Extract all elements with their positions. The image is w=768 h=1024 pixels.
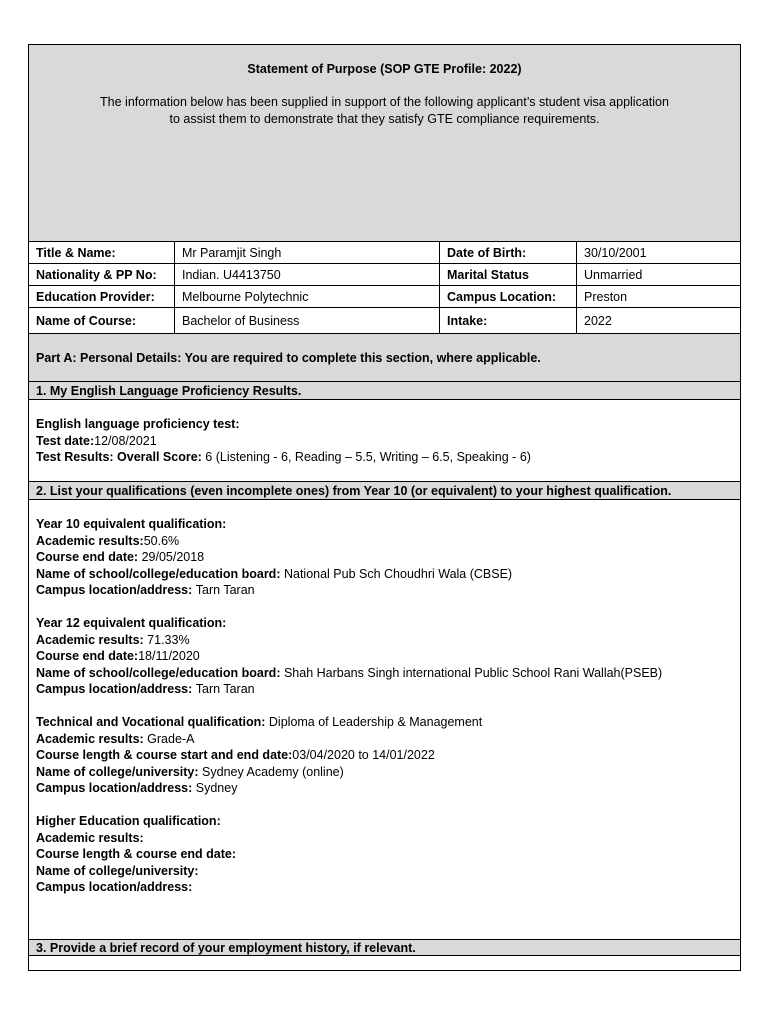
- details-row-name: [29, 241, 740, 263]
- test-results-line: Test Results: Overall Score: 6 (Listening - 6, Reading – 5.5, Writing – 6.5, Speaking - 6): [36, 450, 531, 464]
- tech-title-line: Technical and Vocational qualification: Diploma of Leadership & Management: [36, 715, 483, 729]
- details-row-course: [29, 307, 740, 333]
- section1-heading: 1. My English Language Proficiency Results.: [36, 383, 302, 398]
- y12-results-line: Academic results: 71.33%: [36, 632, 190, 647]
- tech-campus-line: Campus location/address: Sydney: [36, 781, 238, 795]
- section1-body: [29, 399, 740, 481]
- nationality-value: Indian. U4413750: [174, 264, 439, 285]
- y10-results-line: Academic results:50.6%: [36, 533, 180, 548]
- y10-board-value: National Pub Sch Choudhri Wala (CBSE): [283, 566, 513, 581]
- campus-location-label: Campus Location:: [439, 286, 576, 307]
- marital-status-value: Unmarried: [576, 264, 740, 285]
- section3-heading: 3. Provide a brief record of your employment history, if relevant.: [36, 940, 416, 955]
- y12-title: Year 12 equivalent qualification:: [36, 616, 227, 630]
- details-row-nationality: [29, 263, 740, 285]
- tech-campus-value: Sydney: [195, 781, 238, 795]
- y12-board-value: Shah Harbans Singh international Public School Rani Wallah(PSEB): [283, 665, 663, 680]
- english-results: [36, 416, 733, 466]
- form-header: [29, 45, 740, 241]
- tech-title-value: Diploma of Leadership & Management: [268, 715, 483, 729]
- course-name-value: Bachelor of Business: [174, 308, 439, 333]
- y12-board-line: Name of school/college/education board: Shah Harbans Singh international Public School Rani Wallah(PSEB): [36, 665, 663, 680]
- tech-length-value: 03/04/2020 to 14/01/2022: [292, 748, 435, 762]
- test-results-value: 6 (Listening - 6, Reading – 5.5, Writing – 6.5, Speaking - 6): [205, 450, 531, 464]
- y12-end-value: 18/11/2020: [138, 649, 200, 663]
- higher-college-label: Name of college/university:: [36, 863, 199, 878]
- section3-body: [29, 955, 740, 970]
- y10-end-value: 29/05/2018: [141, 550, 205, 564]
- education-provider-label: Education Provider:: [36, 289, 155, 304]
- higher-title: Higher Education qualification:: [36, 814, 221, 828]
- y12-campus-value: Tarn Taran: [195, 682, 255, 696]
- tech-length-line: Course length & course start and end date:03/04/2020 to 14/01/2022: [36, 748, 435, 762]
- y10-results-value: 50.6%: [143, 533, 180, 548]
- y10-end-line: Course end date: 29/05/2018: [36, 550, 205, 564]
- y12-campus-line: Campus location/address: Tarn Taran: [36, 682, 255, 696]
- nationality-label: Nationality & PP No:: [36, 267, 157, 282]
- y12-results-value: 71.33%: [147, 632, 190, 647]
- course-name-label: Name of Course:: [36, 313, 137, 328]
- intake-value: 2022: [576, 308, 740, 333]
- section1-header: [29, 381, 740, 399]
- form-intro-line1: The information below has been supplied in support of the following applicant’s student visa application: [100, 95, 669, 109]
- higher-results-label: Academic results:: [36, 830, 144, 845]
- y10-board-line: Name of school/college/education board: National Pub Sch Choudhri Wala (CBSE): [36, 566, 513, 581]
- test-date-value: 12/08/2021: [94, 433, 157, 448]
- campus-location-value: Preston: [576, 286, 740, 307]
- dob-value: 30/10/2001: [576, 242, 740, 263]
- tech-results-value: Grade-A: [147, 731, 195, 746]
- dob-label: Date of Birth:: [439, 242, 576, 263]
- y12-end-line: Course end date:18/11/2020: [36, 649, 200, 663]
- section3-header: [29, 939, 740, 955]
- tech-college-line: Name of college/university: Sydney Academy (online): [36, 764, 344, 779]
- higher-campus-label: Campus location/address:: [36, 880, 193, 894]
- y10-campus-value: Tarn Taran: [195, 583, 255, 597]
- details-row-provider: [29, 285, 740, 307]
- form-intro: [69, 94, 700, 128]
- form-title: Statement of Purpose (SOP GTE Profile: 2022): [247, 62, 522, 76]
- title-name-value: Mr Paramjit Singh: [174, 242, 439, 263]
- part-a-heading: Part A: Personal Details: You are required to complete this section, where applicable.: [36, 350, 541, 365]
- y10-campus-line: Campus location/address: Tarn Taran: [36, 583, 255, 597]
- tech-results-line: Academic results: Grade-A: [36, 731, 195, 746]
- title-name-label: Title & Name:: [36, 245, 116, 260]
- section2-body: [29, 499, 740, 939]
- test-date-line: Test date:12/08/2021: [36, 433, 157, 448]
- sop-form: [28, 44, 741, 971]
- tech-college-value: Sydney Academy (online): [202, 764, 344, 779]
- marital-status-label: Marital Status: [439, 264, 576, 285]
- education-provider-value: Melbourne Polytechnic: [174, 286, 439, 307]
- form-intro-line2: to assist them to demonstrate that they satisfy GTE compliance requirements.: [169, 112, 600, 126]
- section2-header: [29, 481, 740, 499]
- intake-label: Intake:: [439, 308, 576, 333]
- part-a-banner: [29, 333, 740, 381]
- y10-title: Year 10 equivalent qualification:: [36, 517, 227, 531]
- test-label: English language proficiency test:: [36, 417, 240, 431]
- qualifications-list: [36, 516, 733, 896]
- section2-heading: 2. List your qualifications (even incomplete ones) from Year 10 (or equivalent) to your highest qualification.: [36, 483, 672, 498]
- higher-length-label: Course length & course end date:: [36, 847, 237, 861]
